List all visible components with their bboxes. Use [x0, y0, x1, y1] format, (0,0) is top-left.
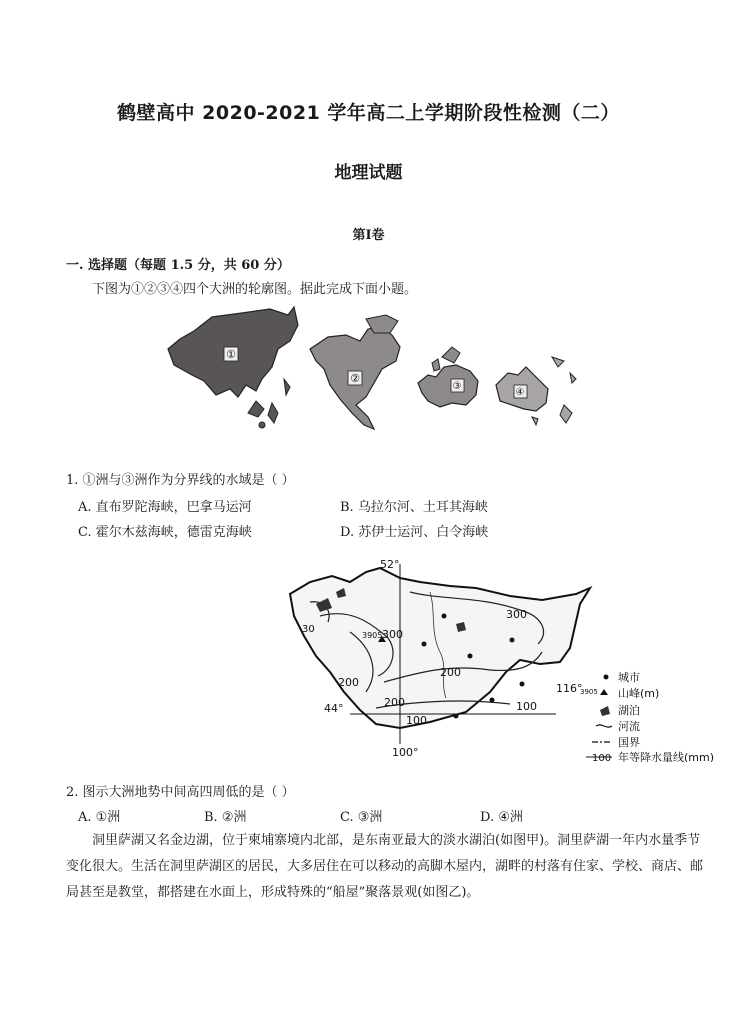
- q2-option-a: A. ①洲: [78, 810, 121, 825]
- q1-option-c: C. 霍尔木兹海峡，德雷克海峡: [78, 525, 252, 540]
- exam-subject: 地理试题: [334, 163, 403, 183]
- lat-left-label: 44°: [324, 702, 344, 715]
- continent-3-label: ③: [452, 381, 462, 392]
- peak-elevation: 3905: [362, 631, 383, 640]
- q1-option-d: D. 苏伊士运河、白令海峡: [340, 525, 489, 540]
- passage-text: 洞里萨湖又名金边湖，位于柬埔寨境内北部，是东南亚最大的淡水湖泊(如图甲)。洞里萨湖一年内水量季节变化很大。生活在洞里萨湖区的居民，大多居住在可以移动的高脚木屋内，湖畔的村落有住家、学校、商店、邮局甚至是教堂，都搭建在水面上，形成特殊的“船屋”聚落景观(如图乙)。: [66, 833, 704, 900]
- legend-lake-symbol: [600, 706, 610, 716]
- q1-option-b: B. 乌拉尔河、土耳其海峡: [340, 500, 488, 515]
- precipitation-map: [280, 552, 730, 762]
- continent-2-label: ②: [350, 372, 360, 385]
- isoline-label-200a: 200: [338, 676, 359, 689]
- q2-option-b: B. ②洲: [204, 810, 247, 825]
- isoline-label-100a: 100: [406, 714, 427, 727]
- lat-top-label: 52°: [380, 558, 400, 571]
- q1-stem: 1. ①洲与③洲作为分界线的水域是（ ）: [66, 473, 295, 488]
- legend-peak-symbol: [600, 689, 608, 695]
- continent-4-label: ④: [515, 387, 525, 398]
- lon-right-label: 116°: [556, 682, 583, 695]
- volume-label: 第Ⅰ卷: [352, 228, 385, 243]
- q2-option-d: D. ④洲: [480, 810, 523, 825]
- exam-title: 鹤壁高中 2020-2021 学年高二上学期阶段性检测（二）: [117, 102, 620, 124]
- isoline-label-200c: 200: [440, 666, 461, 679]
- legend-peak-sample: 3905: [580, 688, 598, 696]
- section-intro: 下图为①②③④四个大洲的轮廓图。据此完成下面小题。: [92, 282, 418, 297]
- isoline-label-300a: 300: [382, 628, 403, 641]
- legend-lake-label: 湖泊: [618, 704, 640, 717]
- isoline-label-100b: 100: [516, 700, 537, 713]
- continent-1-label: ①: [226, 348, 236, 361]
- q1-option-a: A. 直布罗陀海峡，巴拿马运河: [78, 500, 252, 515]
- legend-border-label: 国界: [618, 736, 640, 749]
- legend-city-label: 城市: [618, 671, 640, 684]
- isoline-label-300b: 300: [506, 608, 527, 621]
- legend-river-symbol: [596, 725, 612, 727]
- q2-option-c: C. ③洲: [340, 810, 383, 825]
- isoline-label-30: 30: [302, 624, 315, 635]
- continent-3-europe: [418, 347, 478, 407]
- legend-river-label: 河流: [618, 720, 640, 733]
- map-legend: [580, 671, 714, 762]
- continent-1-asia: [168, 307, 298, 428]
- continent-outlines-figure: [160, 305, 590, 435]
- continent-4-oceania: [496, 357, 576, 425]
- q2-stem: 2. 图示大洲地势中间高四周低的是（ ）: [66, 785, 295, 800]
- legend-city-symbol: [604, 675, 609, 680]
- legend-peak-label: 山峰(m): [618, 687, 660, 700]
- continent-2-north-america: [310, 315, 400, 429]
- isoline-label-200b: 200: [384, 696, 405, 709]
- legend-isoline-sample: 100: [592, 753, 612, 762]
- lon-bottom-label: 100°: [392, 746, 419, 759]
- legend-isoline-label: 年等降水量线(mm): [618, 751, 715, 762]
- section-heading: 一. 选择题（每题 1.5 分，共 60 分）: [66, 258, 290, 273]
